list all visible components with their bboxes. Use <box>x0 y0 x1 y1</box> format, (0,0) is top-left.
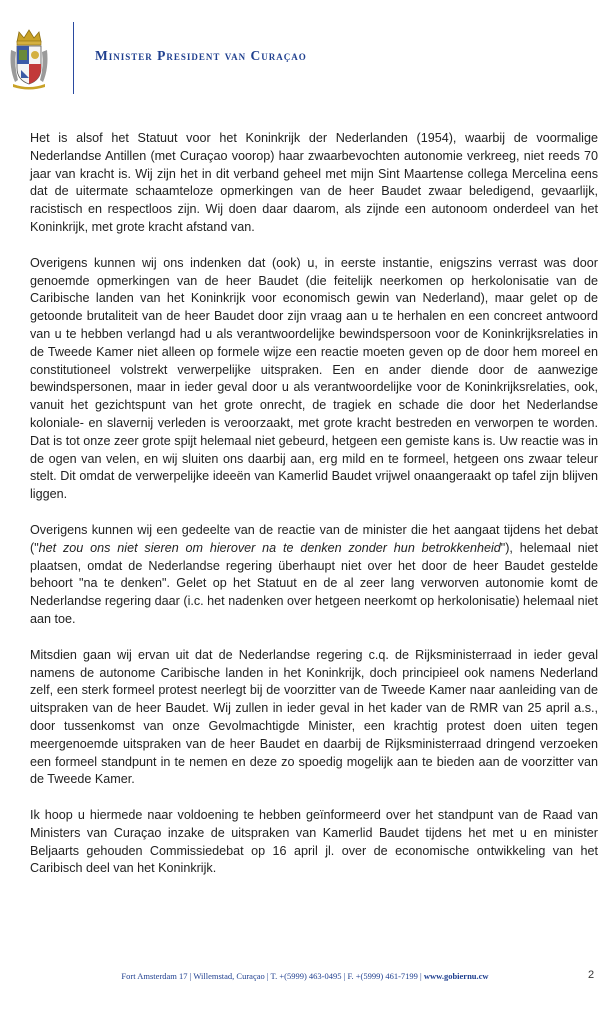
page-title: Minister President van Curaçao <box>95 48 307 63</box>
paragraph-1: Het is alsof het Statuut voor het Koninkrijk der Nederlanden (1954), waarbij de voormalige Nederlandse Antillen (met Curaçao voorop) haar zwaarbevochten autonomie verkreeg, niet reeds 70 jaar van kracht is. Wij zijn het in dit verband geheel met mijn Sint Maartense collega Mercelina eens dat de uitermate schaamteloze opmerkingen van de heer Baudet zwaar beledigend, gevaarlijk, racistisch en respectloos zijn. Wij doen daar daarom, als zijnde een autonoom onderdeel van het Koninkrijk, met grote kracht afstand van. <box>30 131 598 234</box>
paragraph-4: Mitsdien gaan wij ervan uit dat de Nederlandse regering c.q. de Rijksministerraad in ieder geval namens de autonome Caribische landen in het Koninkrijk, doch principieel ook namens Nederland zelf, een sterk formeel protest neerlegt bij de voorzitter van de Tweede Kamer naar aanleiding van de uitspraken van de heer Baudet. Wij zullen in ieder geval in het kader van de RMR van 25 april a.s., door tussenkomst van onze Gevolmachtigde Minister, een krachtig protest doen uiten tegen meergenoemde uitspraken van de heer Baudet en daarbij de Rijksministerraad dringend verzoeken een formeel standpunt in te nemen en deze zo spoedig mogelijk aan te bieden aan de voorzitter van de Tweede Kamer. <box>30 647 598 787</box>
paragraph-2: Overigens kunnen wij ons indenken dat (ook) u, in eerste instantie, enigszins verrast was door genoemde opmerkingen van de heer Baudet (die feitelijk neerkomen op herkolonisatie van de Caribische landen van het Koninkrijk voor economisch gewin van Nederland), maar gelet op de getoonde brutaliteit van de heer Baudet door zijn vraag aan u te herhalen en een concreet antwoord van u te hebben verlangd had u als verantwoordelijke bewindspersoon voor de Koninkrijksrelaties in de Tweede Kamer niet alleen op formele wijze een reactie moeten geven op de door hem moreel en constitutioneel volstrekt verwerpelijke uitspraken. Een en ander diende door de aanwezige bewindspersonen, maar in ieder geval door u als verantwoordelijke voor de Koninkrijksrelaties, ook, vanuit het gezichtspunt van het grote onrecht, de tragiek en schade die door het Nederlandse koloniale- en slavernij verleden is veroorzaakt, met grote kracht bestreden en verworpen te worden. Dat is tot onze zeer grote spijt helemaal niet gebeurd, hetgeen een gemiste kans is. Uw reactie was in de ogen van velen, en wij sluiten ons daarbij aan, erg mild en te formeel, hetgeen ons zwaar teleur stelt. Dit omdat de verwerpelijke ideeën van Kamerlid Baudet vrijwel onaangeraakt op tafel zijn blijven liggen. <box>30 255 598 502</box>
minister-quote: het zou ons niet sieren om hierover na te denken zonder hun betrokkenheid <box>38 540 501 555</box>
paragraph-5: Ik hoop u hiermede naar voldoening te hebben geïnformeerd over het standpunt van de Raad van Ministers van Curaçao inzake de uitspraken van Kamerlid Baudet tijdens het met u en minister Beljaarts gehouden Commissiedebat op 16 april jl. over de economische ontwikkeling van het Caribisch deel van het Koninkrijk. <box>30 808 598 876</box>
letter-body <box>30 130 598 896</box>
page-number: 2 <box>588 969 595 981</box>
header-divider <box>73 22 74 94</box>
paragraph-3-before: Overigens kunnen wij een gedeelte van de reactie van de minister die het aangaat tijdens het debat (" <box>30 522 598 555</box>
coat-of-arms-icon <box>9 28 49 90</box>
footer-contact <box>0 971 610 981</box>
footer-address: Fort Amsterdam 17 | Willemstad, Curaçao | T. +(5999) 463-0495 | F. +(5999) 461-7199 | <box>121 971 424 981</box>
paragraph-3-after: "), helemaal niet plaatsen, omdat de Nederlandse regering überhaupt niet over het door de heer Baudet gestelde behoort "na te denken". Gelet op het Statuut en de al zeer lang verworven autonomie komt de Nederlandse regering daar (i.c. het nadenken over hetgeen neerkomt op herkolonisatie) helemaal niet aan toe. <box>30 540 598 626</box>
footer-website-link[interactable]: www.gobiernu.cw <box>423 971 489 981</box>
paragraph-3 <box>30 522 598 629</box>
